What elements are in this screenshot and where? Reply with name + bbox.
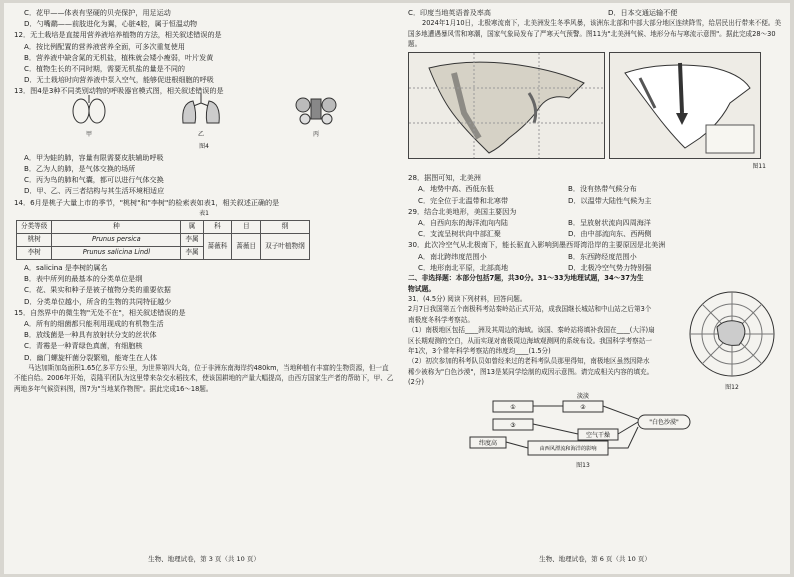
option-right: B．呈放射状流向四周海洋	[568, 218, 651, 227]
option-row	[408, 239, 782, 250]
fig13-white-desert: "白色沙漠"	[649, 418, 679, 426]
question-31-line: 2月7日我国第五个南极科考站秦岭站正式开站，成我国继长城站和中山站之后第3个南极度冬科学考察站。	[408, 305, 652, 324]
question-31-line: （2）初次参加的科考队员如曾经来过的老科考队员那里得知，南极地区虽然因降水稀少被称为"白色沙漠"，图13是某同学绘制的成因示意图。请完成相关内容的填充。(2分)	[408, 357, 654, 387]
passage-north-america: 2024年1月10日，北极寒流南下，北美洲发生冬季风暴，该洲东北部和中部大部分地区连续降雪，给居民出行带来不便。美国多地遭遇暴风雪和寒潮，国家气象局发布了严寒天气预警。图11为"北美洲气候、地形分布与寒流示意图"。据此完成28～30题。	[408, 19, 782, 49]
question-line: C．花、果实和种子是被子植物分类的重要依据	[24, 285, 171, 295]
question-line: C．植物生长的不同时期，需要无机盐的量是不同的	[24, 64, 186, 74]
fig13-box-2: ②	[580, 403, 586, 411]
option-row	[408, 183, 782, 194]
page-footer-left: 生物、地理试卷，第 3 页（共 10 页）	[148, 554, 260, 563]
question-line: B．乙为人的肺，是气体交换的场所	[24, 164, 136, 174]
question-line: D．无土栽培时向营养液中泵入空气，能够促进根细胞的呼吸	[24, 75, 214, 85]
question-line: 13．图4是3种不同类别动物的呼吸器官模式图，相关叙述错误的是	[14, 86, 224, 96]
exam-sheet	[4, 3, 790, 574]
lung-bird: 丙	[293, 93, 339, 140]
question-line: A．所有的细菌都只能利用现成的有机物生活	[24, 319, 164, 329]
question-line: C．丙为鸟的肺和气囊，都可以进行气体交换	[24, 175, 164, 185]
table-header-row: 分类等级 种 属 科 目 纲	[17, 221, 310, 234]
question-line: D．幽门螺旋杆菌分裂繁殖，能寄生在人体	[24, 352, 158, 362]
option-row: C．印度当地英语普及率高 D．日本交通运输不便	[408, 8, 678, 17]
fig13-latitude-box: 纬度高	[478, 439, 498, 447]
figure-13-caption: 图13	[576, 461, 590, 469]
left-column	[14, 7, 394, 567]
table-1	[16, 220, 310, 260]
option-left: A．南北跨纬度范围小	[418, 251, 487, 261]
option-left: A．自西向东的海洋流向内陆	[418, 218, 508, 227]
question-line: C．青霉是一种青绿色真菌，有细胞核	[24, 341, 143, 351]
option-left: C．地形南北平原，北部高地	[418, 262, 509, 272]
north-america-climate-map	[408, 52, 605, 159]
figure-13	[468, 391, 698, 471]
question-line: D．甲、乙、丙三者结构与其生活环境相适应	[24, 186, 165, 196]
option-left: A．地势中高、西低东低	[418, 184, 494, 194]
table-1-caption: 表1	[199, 209, 209, 217]
question-31-line: （1）南极地区包括____洲及其周边的海域。该国、秦岭站将填补我国在____(大洋)扇区长期观测的空白，从而实现对南极周边海域观测网的系统布设。我国科学考察站一年1次，3个常年科学考察站的纬度均____(1.5分)	[408, 326, 655, 356]
question-line: D．勺嘴鹬——前肢进化为翼，心脏4腔，属于恒温动物	[24, 19, 198, 29]
question-line: D．分类单位越小，所含的生物的共同特征越少	[24, 296, 172, 306]
question-line: 12．无土栽培是直接用营养液培养植物的方法，相关叙述错误的是	[14, 30, 222, 40]
option-left: 30．此次冷空气从北极南下，能长驱直入影响到墨西哥湾沿岸的主要原因是北美洲	[408, 240, 666, 250]
figure-4	[34, 99, 374, 141]
option-right: D．由中部流向东、西两侧	[568, 229, 652, 239]
option-row	[408, 217, 782, 228]
section-2-heading: 二、非选择题：本部分包括7题，共30分。31～33为地理试题，34～37为生物试题。	[408, 274, 644, 293]
question-line: 14．6月是桃子大量上市的季节，"桃树"和"李树"的检索表如表1，相关叙述正确的是	[14, 197, 280, 207]
question-line: A．甲为蛙的肺，容量有限需要皮肤辅助呼吸	[24, 152, 164, 162]
figure-4-caption: 图4	[199, 142, 209, 150]
left-top-lines	[14, 7, 394, 97]
question-line: B．放线菌是一种具有放射状分支的丝状体	[24, 330, 157, 340]
option-left: 28．据图可知，北美洲	[408, 173, 481, 183]
lung-frog: 甲	[69, 95, 109, 140]
figure-13-top-label: 淡淡	[576, 392, 590, 400]
question-line: C．花甲——体表有坚硬的贝壳保护，用足运动	[24, 8, 171, 17]
fig13-dry-air-box: 空气干燥	[585, 431, 611, 439]
question-line: B．营养液中缺含氮的无机盐，植株就会矮小瘦弱，叶片发黄	[24, 52, 214, 62]
question-line: A．salicina 是李树的属名	[24, 263, 108, 273]
passage-madagascar: 马达加斯加岛面积1.65亿多平方公里，为世界第四大岛，位于非洲东南海岸约480km，当地种植有丰富的生物资源，但一直不能自给。2006年开始，袁隆平团队为这里带来杂交水稻技术，使该国耕地的产量大幅提高，由西方国家生产者的帮助下，甲、乙两地多年气候资料图，图7为"当地某作物图"。据此完成16～18题。	[14, 363, 394, 394]
question-line: 15．自然界中的微生物"无处不在"，相关叙述错误的是	[14, 307, 186, 317]
question-line: A．按比例配置的营养液营养全面，可多次重复使用	[24, 41, 185, 51]
option-right: B．东西跨经度范围小	[568, 251, 637, 261]
question-31	[408, 294, 656, 388]
option-right: D．北极冷空气势力特别强	[568, 262, 652, 272]
fig13-westerly-box: 由西风漂流和海洋的影响	[539, 445, 597, 452]
figure-11-caption: 图11	[752, 162, 766, 170]
figure-12-caption: 图12	[725, 384, 739, 392]
option-row	[408, 228, 782, 239]
lung-human: 乙	[179, 93, 223, 140]
north-america-cold-wave-map	[609, 52, 761, 159]
fig13-box-1: ①	[510, 403, 516, 411]
questions-28-30	[408, 172, 782, 273]
option-row	[408, 172, 782, 183]
option-row	[408, 251, 782, 262]
figure-12	[686, 289, 778, 393]
left-q13-lines	[14, 152, 394, 208]
option-row	[408, 195, 782, 206]
fig13-box-3: ③	[510, 421, 516, 429]
option-right: B．没有热带气候分布	[568, 184, 637, 194]
table-row: 桃树 Prunus persica 李属 蔷薇科 蔷薇目 双子叶植物纲	[17, 234, 310, 247]
table-row: 李树 Prunus salicina Lindl 李属	[17, 247, 310, 260]
right-column	[408, 7, 782, 567]
option-left: C．完全位于北温带和北寒带	[418, 195, 509, 205]
figure-11	[408, 52, 782, 159]
option-left: C．支流呈树状向中部汇聚	[418, 229, 501, 239]
option-left: 29．结合北美地形，美国主要因为	[408, 206, 517, 216]
left-q14-lines	[14, 262, 394, 363]
question-line: B．表中所列的最基本的分类单位是纲	[24, 274, 143, 284]
question-31-line: 31．(4.5分) 阅读下列材料，回答问题。	[408, 295, 527, 304]
option-row	[408, 262, 782, 273]
option-row	[408, 206, 782, 217]
page-footer-right: 生物、地理试卷，第 6 页（共 10 页）	[539, 554, 651, 563]
option-right: D．以温带大陆性气候为主	[568, 195, 652, 205]
